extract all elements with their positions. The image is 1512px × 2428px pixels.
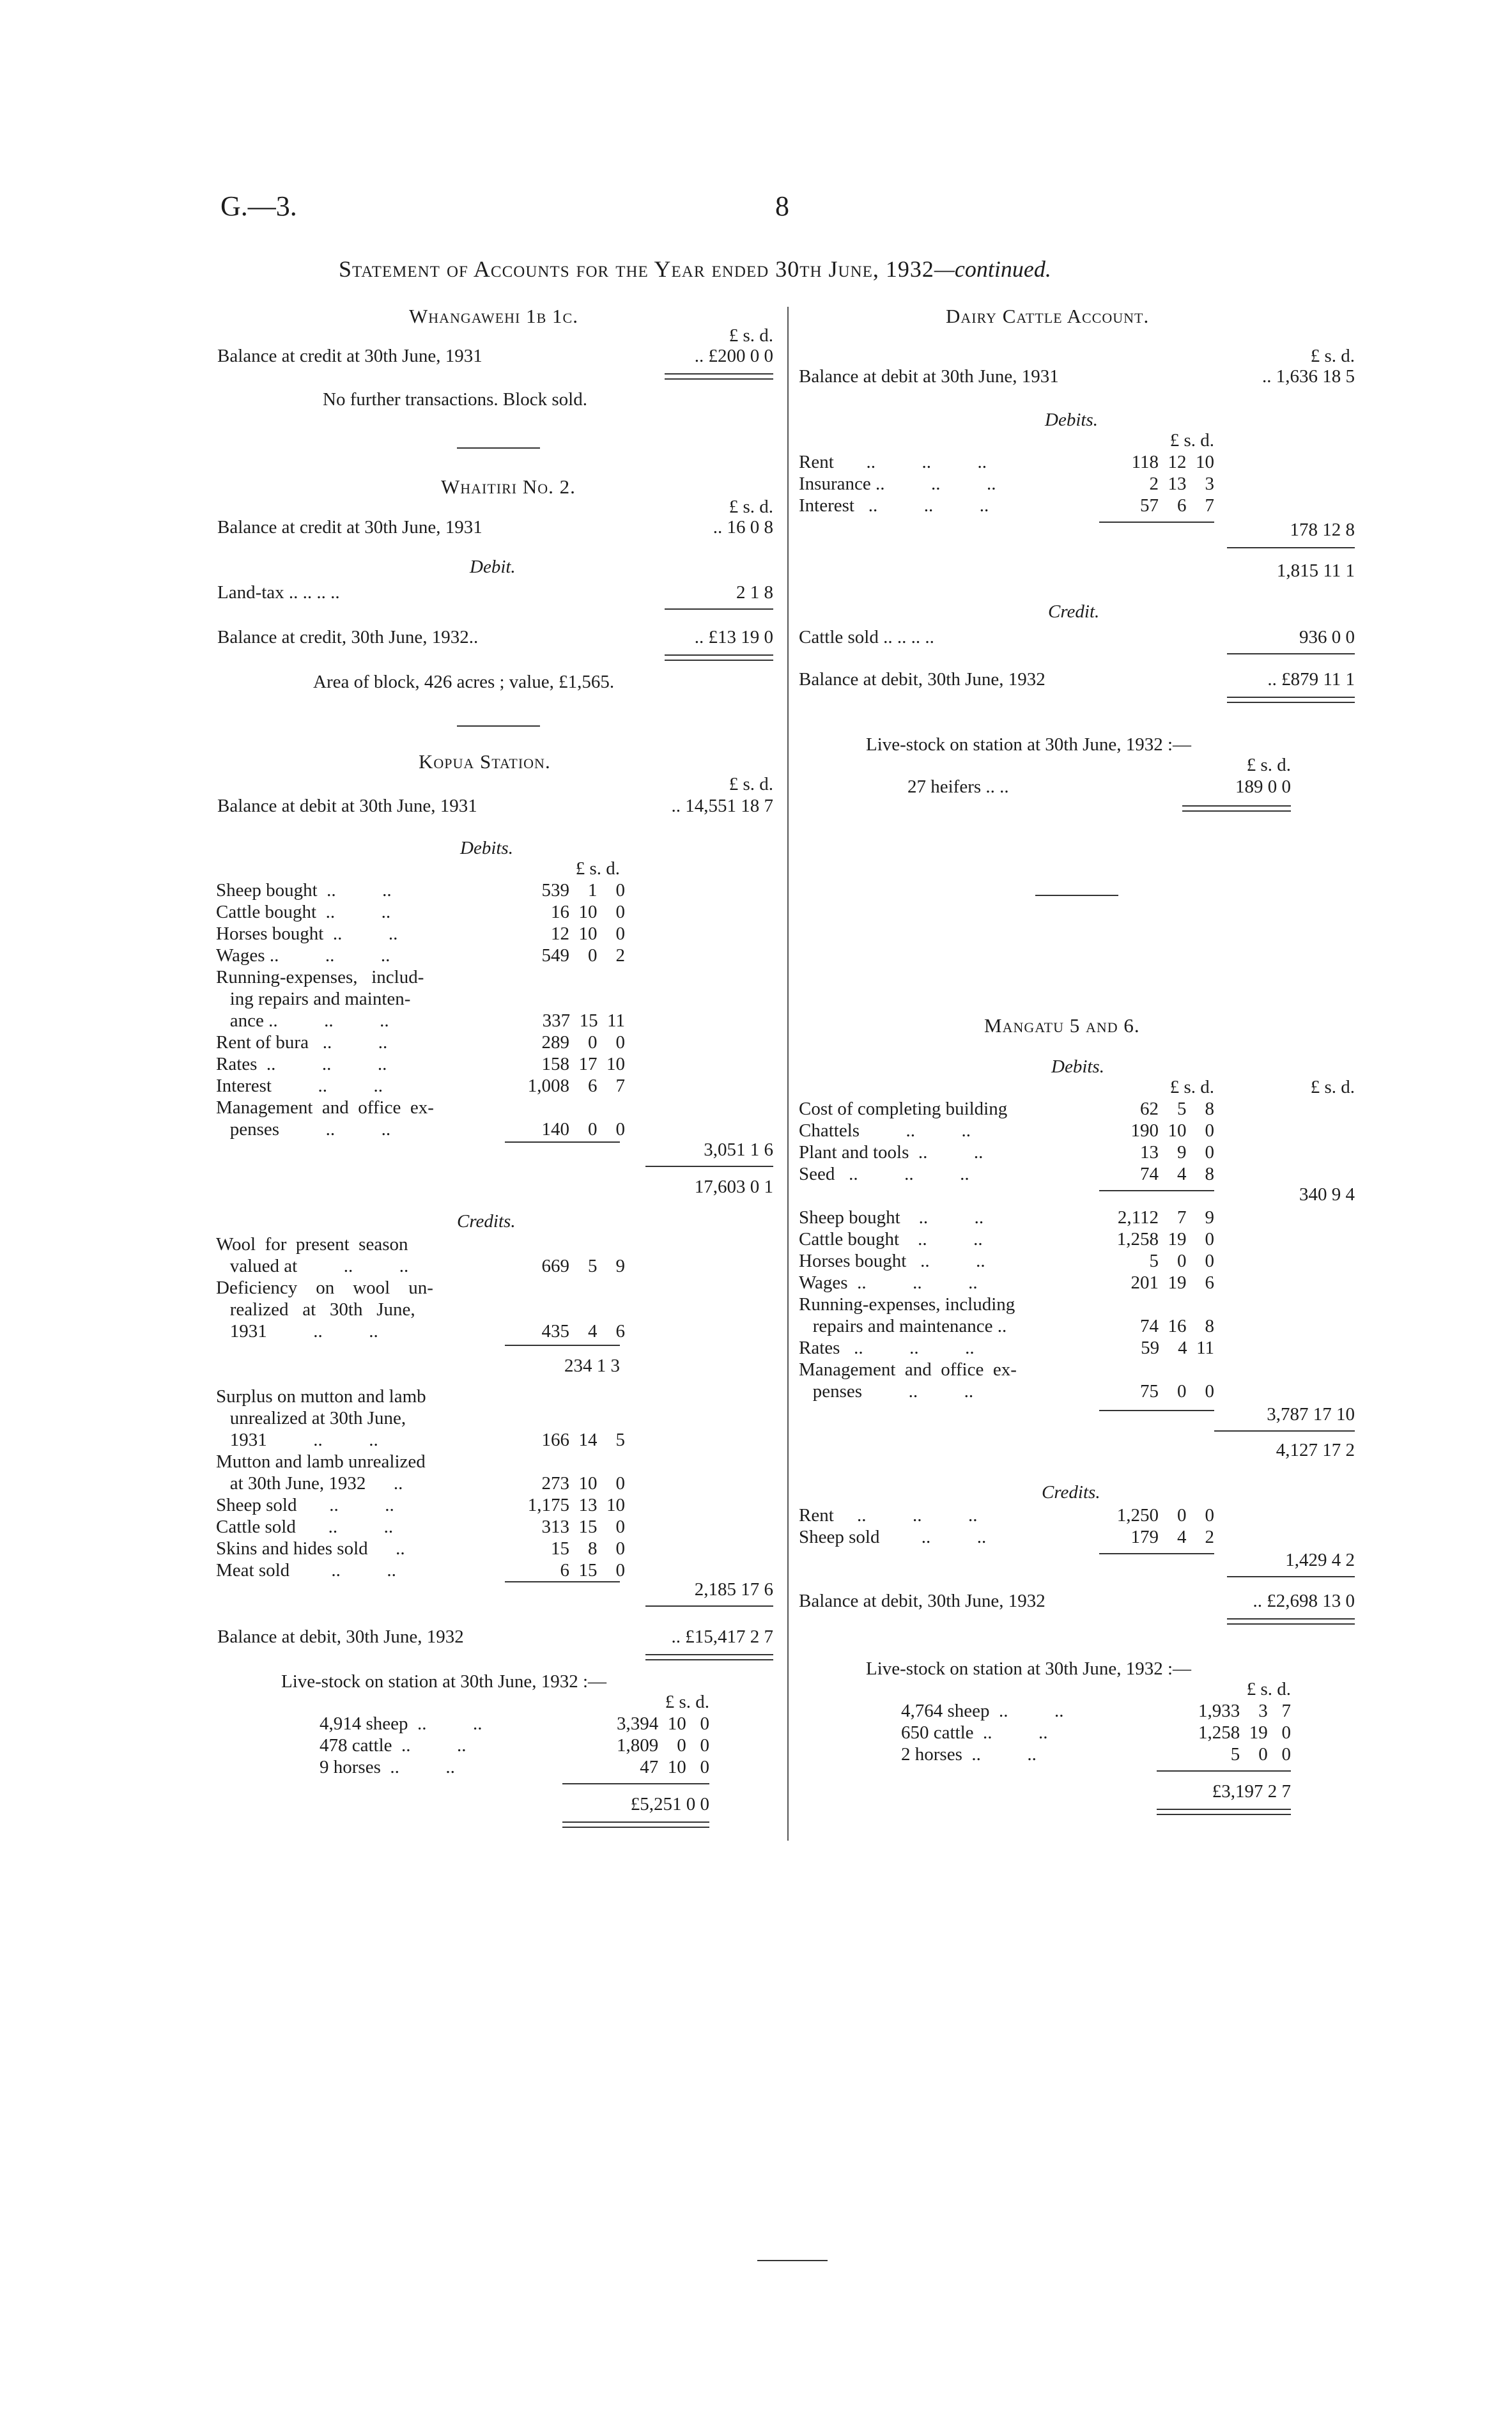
dairy-opening-value: .. 1,636 18 5 <box>1262 366 1355 387</box>
mangatu-livestock-row-value: 5 0 0 <box>1230 1744 1291 1765</box>
kopua-credit-row-value: 435 4 6 <box>541 1321 625 1342</box>
dairy-debits-list <box>799 451 1214 516</box>
kopua-debit-row <box>216 1097 625 1118</box>
kopua-debit-row-label: penses .. .. <box>216 1119 391 1140</box>
page-title-main: Statement of Accounts for the Year ended 30th June, 1932 <box>339 256 934 282</box>
kopua-debits-total: 3,051 1 6 <box>704 1140 773 1160</box>
kopua-credit-row-label: 1931 .. .. <box>216 1430 378 1450</box>
mangatu-credit-row <box>799 1526 1214 1548</box>
mangatu-debit-row <box>799 1359 1214 1380</box>
kopua-debit-row-label: Rent of bura .. .. <box>216 1032 388 1053</box>
kopua-credit-row <box>216 1451 625 1473</box>
kopua-debit-row <box>216 901 625 923</box>
kopua-debit-row <box>216 923 625 945</box>
mangatu-total-rule <box>1214 1430 1355 1432</box>
kopua-credit-row-value: 166 14 5 <box>541 1430 625 1450</box>
dairy-debits-rule <box>1099 522 1214 523</box>
mangatu-debit-row-label: penses .. .. <box>799 1381 974 1402</box>
mangatu-debit-row-label: Cattle bought .. .. <box>799 1229 983 1249</box>
kopua-credit-row <box>216 1233 625 1255</box>
kopua-credit-row <box>216 1320 625 1342</box>
mangatu-debit-row-label: Management and office ex- <box>799 1359 1017 1380</box>
kopua-livestock-row <box>320 1735 709 1756</box>
mangatu-closing-label: Balance at debit, 30th June, 1932 <box>799 1591 1045 1611</box>
dairy-debits-column-headers: £ s. d. <box>1169 430 1214 451</box>
mangatu-debit-row-value: 1,258 19 0 <box>1116 1229 1214 1249</box>
whaitiri-balance-value: .. 16 0 8 <box>713 517 773 537</box>
mangatu-credits-list <box>799 1504 1214 1548</box>
kopua-livestock-heading: Live-stock on station at 30th June, 1932 :— <box>281 1671 607 1692</box>
dairy-credit-value: 936 0 0 <box>1299 627 1355 647</box>
kopua-debit-row-value: 12 10 0 <box>551 924 625 944</box>
mangatu-credit-row <box>799 1504 1214 1526</box>
mangatu-credit-row-label: Rent .. .. .. <box>799 1505 978 1526</box>
mangatu-column-headers-a: £ s. d. <box>1169 1077 1214 1097</box>
kopua-debits-list <box>216 879 625 1140</box>
kopua-title: Kopua Station. <box>419 750 551 773</box>
mangatu-livestock-row <box>901 1700 1291 1722</box>
mangatu-livestock-list <box>901 1700 1291 1765</box>
kopua-debit-row-value: 140 0 0 <box>541 1119 625 1140</box>
dairy-debit-row <box>799 451 1214 473</box>
mangatu-debit-row-label: Chattels .. .. <box>799 1120 971 1141</box>
mangatu-debit-row <box>799 1337 1214 1359</box>
mangatu-debit-row-label: repairs and maintenance .. <box>799 1316 1007 1336</box>
whaitiri-note: Area of block, 426 acres ; value, £1,565. <box>313 672 615 692</box>
mangatu-closing-double-rule <box>1227 1618 1355 1625</box>
kopua-closing-double-rule <box>645 1654 773 1660</box>
kopua-livestock-total: £5,251 0 0 <box>630 1794 709 1814</box>
whangawehi-note: No further transactions. Block sold. <box>323 389 587 410</box>
mangatu-livestock-column-headers: £ s. d. <box>1246 1679 1291 1699</box>
mangatu-debit-row-value: 62 5 8 <box>1140 1099 1214 1119</box>
kopua-credit-row <box>216 1494 625 1516</box>
dairy-debit-row-label: Insurance .. .. .. <box>799 474 996 494</box>
mangatu-debits-heading: Debits. <box>1051 1056 1104 1077</box>
mangatu-title: Mangatu 5 and 6. <box>984 1014 1140 1037</box>
mangatu-debit-row-value: 75 0 0 <box>1140 1381 1214 1402</box>
kopua-debit-row <box>216 1032 625 1053</box>
mangatu-credit-row-label: Sheep sold .. .. <box>799 1527 987 1547</box>
kopua-credits-rule <box>505 1581 620 1582</box>
mangatu-livestock-row <box>901 1744 1291 1765</box>
kopua-credit-row-value: 313 15 0 <box>541 1517 625 1537</box>
mangatu-livestock-row-label: 2 horses .. .. <box>901 1744 1037 1765</box>
dairy-closing-double-rule <box>1227 697 1355 703</box>
mangatu-debit-row-value: 74 4 8 <box>1140 1164 1214 1184</box>
kopua-debit-row <box>216 1075 625 1097</box>
dairy-livestock-heading: Live-stock on station at 30th June, 1932 :— <box>866 734 1192 755</box>
dairy-title: Dairy Cattle Account. <box>946 305 1150 327</box>
whaitiri-landtax-label: Land-tax .. .. .. .. <box>217 582 340 603</box>
kopua-credit-row <box>216 1429 625 1451</box>
dairy-livestock-double-rule <box>1182 805 1291 812</box>
kopua-livestock-row-value: 3,394 10 0 <box>617 1713 709 1734</box>
kopua-debit-row-value: 16 10 0 <box>551 902 625 922</box>
kopua-debit-row-value: 158 17 10 <box>541 1054 625 1074</box>
kopua-credit-row <box>216 1386 625 1407</box>
mangatu-livestock-rule <box>1157 1770 1291 1772</box>
mangatu-livestock-total: £3,197 2 7 <box>1212 1781 1291 1802</box>
kopua-debit-row-label: Management and office ex- <box>216 1097 434 1118</box>
dairy-livestock-value: 189 0 0 <box>1235 777 1291 797</box>
kopua-livestock-list <box>320 1713 709 1778</box>
kopua-debits-column-headers: £ s. d. <box>575 858 620 879</box>
dairy-livestock-column-headers: £ s. d. <box>1246 755 1291 775</box>
dairy-credit-label: Cattle sold .. .. .. .. <box>799 627 934 647</box>
kopua-credit-row-value: 6 15 0 <box>560 1560 625 1581</box>
kopua-debit-row-value: 549 0 2 <box>541 945 625 966</box>
document-reference: G.—3. <box>220 190 297 222</box>
mangatu-livestock-row-label: 4,764 sheep .. .. <box>901 1701 1064 1721</box>
kopua-credits-heading: Credits. <box>457 1211 516 1232</box>
kopua-credit-row <box>216 1516 625 1538</box>
mangatu-debits-b-rule <box>1099 1410 1214 1411</box>
mangatu-debits-list-b <box>799 1207 1214 1402</box>
kopua-credit-row-label: Sheep sold .. .. <box>216 1495 394 1515</box>
kopua-debit-row-value: 337 15 11 <box>542 1010 625 1031</box>
whangawehi-column-headers: £ s. d. <box>729 325 773 346</box>
mangatu-livestock-double-rule <box>1157 1809 1291 1815</box>
kopua-credit-row-label: 1931 .. .. <box>216 1321 378 1342</box>
kopua-livestock-column-headers: £ s. d. <box>665 1692 709 1712</box>
mangatu-debit-row-label: Seed .. .. .. <box>799 1164 969 1184</box>
kopua-credit-row-label: Meat sold .. .. <box>216 1560 396 1581</box>
dairy-debits-total: 178 12 8 <box>1290 520 1355 540</box>
dairy-debit-row-value: 2 13 3 <box>1149 474 1214 494</box>
column-divider <box>787 307 789 1841</box>
kopua-debit-row <box>216 879 625 901</box>
mangatu-credits-rule <box>1099 1553 1214 1554</box>
kopua-livestock-row-value: 1,809 0 0 <box>617 1735 709 1756</box>
mangatu-debit-row <box>799 1315 1214 1337</box>
kopua-debit-row-value: 539 1 0 <box>541 880 625 901</box>
whaitiri-balance-label: Balance at credit at 30th June, 1931 <box>217 517 482 537</box>
dairy-debit-row-value: 118 12 10 <box>1131 452 1214 472</box>
kopua-debit-row-label: Wages .. .. .. <box>216 945 390 966</box>
kopua-credit-row-label: Mutton and lamb unrealized <box>216 1451 426 1472</box>
mangatu-debit-row <box>799 1228 1214 1250</box>
mangatu-livestock-row-value: 1,933 3 7 <box>1198 1701 1291 1721</box>
page-number: 8 <box>775 190 789 222</box>
whaitiri-closing-value: .. £13 19 0 <box>694 627 773 647</box>
kopua-livestock-row-value: 47 10 0 <box>640 1757 709 1777</box>
kopua-closing-value: .. £15,417 2 7 <box>671 1627 773 1647</box>
section-separator <box>457 725 540 727</box>
kopua-debits-heading: Debits. <box>460 838 513 858</box>
kopua-debit-row <box>216 1053 625 1075</box>
mangatu-credit-row-value: 179 4 2 <box>1130 1527 1214 1547</box>
dairy-running-total: 1,815 11 1 <box>1276 561 1355 581</box>
kopua-closing-label: Balance at debit, 30th June, 1932 <box>217 1627 464 1647</box>
kopua-credit-row <box>216 1407 625 1429</box>
mangatu-debit-row-label: Horses bought .. .. <box>799 1251 985 1271</box>
dairy-debit-row <box>799 473 1214 495</box>
kopua-debit-row-label: ing repairs and mainten- <box>216 989 411 1009</box>
whangawehi-double-rule <box>665 373 773 380</box>
kopua-closing-rule <box>645 1605 773 1607</box>
kopua-credit-row-value: 1,175 13 10 <box>527 1495 625 1515</box>
kopua-credit-row <box>216 1299 625 1320</box>
kopua-total-rule <box>645 1166 773 1167</box>
mangatu-debits-b-total: 3,787 17 10 <box>1267 1404 1355 1425</box>
dairy-debit-row-label: Rent .. .. .. <box>799 452 987 472</box>
mangatu-livestock-heading: Live-stock on station at 30th June, 1932 :— <box>866 1659 1192 1679</box>
mangatu-debit-row <box>799 1163 1214 1185</box>
kopua-credit-row-label: Deficiency on wool un- <box>216 1278 433 1298</box>
kopua-credit-row-value: 15 8 0 <box>551 1538 625 1559</box>
dairy-opening-label: Balance at debit at 30th June, 1931 <box>799 366 1059 387</box>
kopua-debit-row-label: Horses bought .. .. <box>216 924 398 944</box>
mangatu-debit-row <box>799 1207 1214 1228</box>
mangatu-debit-row-value: 2,112 7 9 <box>1117 1207 1214 1228</box>
kopua-opening-value: .. 14,551 18 7 <box>671 796 773 816</box>
mangatu-debits-a-total: 340 9 4 <box>1299 1184 1355 1205</box>
mangatu-column-headers-b: £ s. d. <box>1310 1077 1355 1097</box>
kopua-credit-row <box>216 1255 625 1277</box>
kopua-livestock-row-label: 9 horses .. .. <box>320 1757 455 1777</box>
mangatu-debit-row <box>799 1098 1214 1120</box>
kopua-debit-row <box>216 1010 625 1032</box>
kopua-credit-row-value: 669 5 9 <box>541 1256 625 1276</box>
kopua-livestock-double-rule <box>562 1821 709 1828</box>
page-title <box>339 258 1051 280</box>
kopua-credit-row-label: Surplus on mutton and lamb <box>216 1386 426 1407</box>
kopua-debit-row <box>216 966 625 988</box>
mangatu-debits-a-rule <box>1099 1190 1214 1191</box>
kopua-livestock-row <box>320 1713 709 1735</box>
mangatu-debit-row-label: Plant and tools .. .. <box>799 1142 984 1163</box>
kopua-credit-row-label: unrealized at 30th June, <box>216 1408 406 1428</box>
whaitiri-rule <box>665 608 773 610</box>
mangatu-debit-row-label: Running-expenses, including <box>799 1294 1015 1315</box>
mangatu-closing-rule <box>1227 1576 1355 1577</box>
whaitiri-title: Whaitiri No. 2. <box>441 476 576 498</box>
mangatu-debit-row-value: 13 9 0 <box>1140 1142 1214 1163</box>
dairy-debits-heading: Debits. <box>1045 410 1098 430</box>
whaitiri-landtax-value: 2 1 8 <box>736 582 773 603</box>
dairy-closing-label: Balance at debit, 30th June, 1932 <box>799 669 1045 690</box>
mangatu-debit-row <box>799 1380 1214 1402</box>
kopua-column-headers: £ s. d. <box>729 774 773 794</box>
kopua-opening-label: Balance at debit at 30th June, 1931 <box>217 796 477 816</box>
mangatu-credits-total: 1,429 4 2 <box>1285 1550 1355 1570</box>
mangatu-debit-row <box>799 1120 1214 1141</box>
mangatu-debits-list-a <box>799 1098 1214 1185</box>
kopua-credit-row-value: 273 10 0 <box>541 1473 625 1494</box>
whangawehi-balance-value: .. £200 0 0 <box>694 346 773 366</box>
kopua-debit-row-label: ance .. .. .. <box>216 1010 389 1031</box>
mangatu-debit-row-value: 74 16 8 <box>1140 1316 1214 1336</box>
dairy-total-rule <box>1227 547 1355 548</box>
mangatu-debit-row-value: 190 10 0 <box>1130 1120 1214 1141</box>
mangatu-debit-row-value: 5 0 0 <box>1149 1251 1214 1271</box>
kopua-debit-row-value: 289 0 0 <box>541 1032 625 1053</box>
kopua-debit-row-value: 1,008 6 7 <box>527 1076 625 1096</box>
kopua-debits-rule <box>505 1141 620 1143</box>
dairy-debit-row-label: Interest .. .. .. <box>799 495 989 516</box>
kopua-credits-subtotal: 234 1 3 <box>564 1356 620 1376</box>
kopua-credit-row-label: Cattle sold .. .. <box>216 1517 394 1537</box>
kopua-livestock-row <box>320 1756 709 1778</box>
kopua-credits-total: 2,185 17 6 <box>694 1579 773 1600</box>
dairy-debit-row-value: 57 6 7 <box>1140 495 1214 516</box>
kopua-debit-row <box>216 945 625 966</box>
mangatu-debit-row-value: 59 4 11 <box>1141 1338 1214 1358</box>
mangatu-debit-row <box>799 1294 1214 1315</box>
end-rule <box>757 2260 828 2261</box>
mangatu-debit-row-label: Cost of completing building <box>799 1099 1008 1119</box>
kopua-credit-row-label: valued at .. .. <box>216 1256 409 1276</box>
kopua-debit-row-label: Running-expenses, includ- <box>216 967 424 987</box>
kopua-debit-row-label: Rates .. .. .. <box>216 1054 387 1074</box>
whaitiri-debit-heading: Debit. <box>470 557 516 577</box>
whangawehi-title: Whangawehi 1b 1c. <box>409 305 578 327</box>
kopua-credits-sub-rule <box>505 1345 620 1346</box>
mangatu-debit-row <box>799 1250 1214 1272</box>
dairy-column-headers: £ s. d. <box>1310 346 1355 366</box>
dairy-credit-heading: Credit. <box>1048 601 1100 622</box>
kopua-debit-row-label: Cattle bought .. .. <box>216 902 391 922</box>
dairy-credit-rule <box>1227 653 1355 654</box>
whangawehi-balance-label: Balance at credit at 30th June, 1931 <box>217 346 482 366</box>
whaitiri-closing-label: Balance at credit, 30th June, 1932.. <box>217 627 479 647</box>
section-separator <box>457 447 540 449</box>
kopua-credit-row-label: realized at 30th June, <box>216 1299 415 1320</box>
mangatu-credits-heading: Credits. <box>1042 1482 1100 1503</box>
kopua-credit-row <box>216 1538 625 1559</box>
kopua-credits-list-b <box>216 1386 625 1581</box>
kopua-debit-row-label: Sheep bought .. .. <box>216 880 392 901</box>
mangatu-debit-row <box>799 1141 1214 1163</box>
whaitiri-double-rule <box>665 654 773 661</box>
kopua-debit-row-label: Interest .. .. <box>216 1076 383 1096</box>
dairy-livestock-label: 27 heifers .. .. <box>907 777 1009 797</box>
mangatu-debit-row-label: Rates .. .. .. <box>799 1338 975 1358</box>
kopua-debit-row <box>216 988 625 1010</box>
mangatu-livestock-row-label: 650 cattle .. .. <box>901 1722 1048 1743</box>
kopua-credit-row <box>216 1277 625 1299</box>
kopua-credit-row <box>216 1559 625 1581</box>
mangatu-debit-row-label: Sheep bought .. .. <box>799 1207 984 1228</box>
kopua-running-total: 17,603 0 1 <box>694 1177 773 1197</box>
mangatu-debit-row <box>799 1272 1214 1294</box>
kopua-credit-row-label: Wool for present season <box>216 1234 408 1255</box>
mangatu-running-total: 4,127 17 2 <box>1276 1440 1355 1460</box>
kopua-livestock-rule <box>562 1783 709 1784</box>
section-separator <box>1035 895 1118 896</box>
mangatu-debit-row-value: 201 19 6 <box>1130 1272 1214 1293</box>
kopua-credits-list-a <box>216 1233 625 1342</box>
page-title-continued: —continued. <box>934 256 1051 282</box>
mangatu-livestock-row-value: 1,258 19 0 <box>1198 1722 1291 1743</box>
kopua-livestock-row-label: 4,914 sheep .. .. <box>320 1713 482 1734</box>
kopua-credit-row-label: at 30th June, 1932 .. <box>216 1473 403 1494</box>
whaitiri-column-headers: £ s. d. <box>729 497 773 517</box>
mangatu-livestock-row <box>901 1722 1291 1744</box>
dairy-debit-row <box>799 495 1214 516</box>
mangatu-credit-row-value: 1,250 0 0 <box>1116 1505 1214 1526</box>
kopua-credit-row-label: Skins and hides sold .. <box>216 1538 405 1559</box>
kopua-livestock-row-label: 478 cattle .. .. <box>320 1735 467 1756</box>
dairy-closing-value: .. £879 11 1 <box>1267 669 1355 690</box>
mangatu-debit-row-label: Wages .. .. .. <box>799 1272 978 1293</box>
mangatu-closing-value: .. £2,698 13 0 <box>1253 1591 1355 1611</box>
kopua-debit-row <box>216 1118 625 1140</box>
kopua-credit-row <box>216 1473 625 1494</box>
